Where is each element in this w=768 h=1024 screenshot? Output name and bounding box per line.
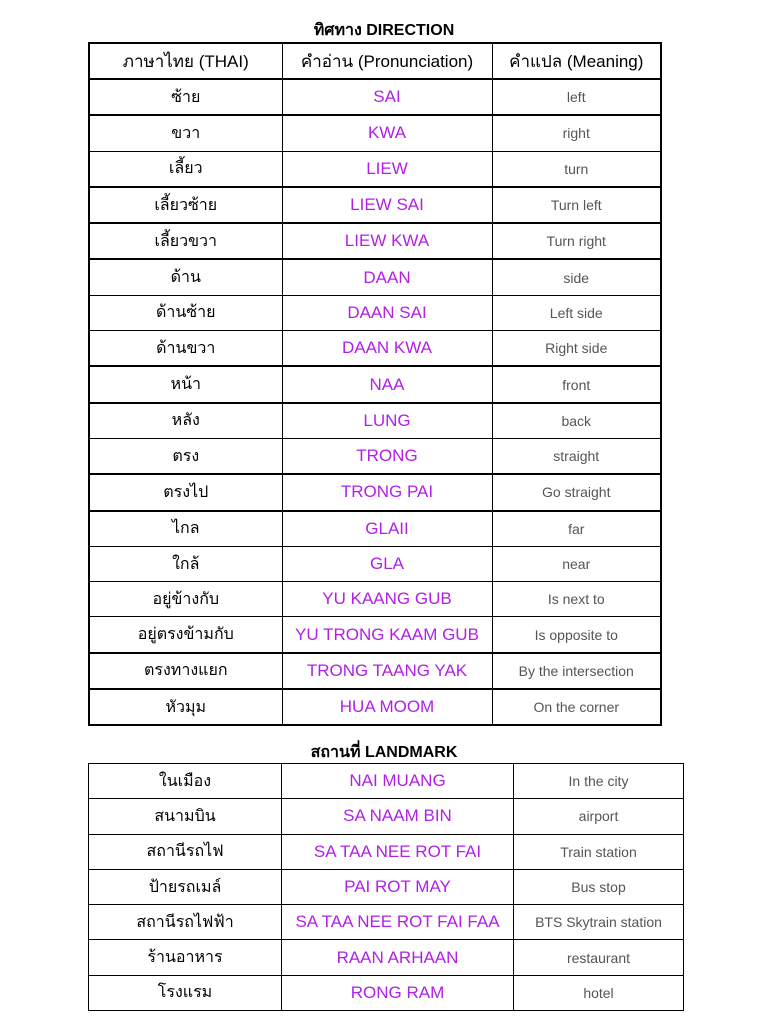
thai-cell: โรงแรม [89, 975, 282, 1010]
table-row [89, 975, 684, 1010]
header-pronunciation: คำอ่าน (Pronunciation) [282, 43, 492, 79]
pronunciation-cell: TRONG [282, 438, 492, 474]
pronunciation-cell: NAI MUANG [282, 764, 514, 799]
thai-cell: ซ้าย [89, 79, 282, 115]
pronunciation-cell: RAAN ARHAAN [282, 940, 514, 975]
meaning-cell: BTS Skytrain station [514, 905, 684, 940]
table-row [89, 403, 661, 439]
thai-cell: ตรงทางแยก [89, 653, 282, 689]
thai-cell: หน้า [89, 366, 282, 402]
direction-table [88, 42, 662, 726]
meaning-cell: Bus stop [514, 869, 684, 904]
pronunciation-cell: YU TRONG KAAM GUB [282, 617, 492, 653]
meaning-cell: hotel [514, 975, 684, 1010]
pronunciation-cell: SA TAA NEE ROT FAI FAA [282, 905, 514, 940]
table-row [89, 259, 661, 295]
meaning-cell: Left side [492, 295, 661, 330]
direction-header-row [89, 43, 661, 79]
thai-cell: เลี้ยว [89, 151, 282, 187]
meaning-cell: Train station [514, 834, 684, 869]
thai-cell: สถานีรถไฟฟ้า [89, 905, 282, 940]
table-row [89, 331, 661, 367]
pronunciation-cell: DAAN SAI [282, 295, 492, 330]
pronunciation-cell: SAI [282, 79, 492, 115]
table-row [89, 366, 661, 402]
table-row [89, 582, 661, 617]
meaning-cell: right [492, 115, 661, 151]
meaning-cell: Turn right [492, 223, 661, 259]
meaning-cell: Go straight [492, 474, 661, 510]
table-row [89, 295, 661, 330]
table-row [89, 689, 661, 725]
table-row [89, 223, 661, 259]
pronunciation-cell: RONG RAM [282, 975, 514, 1010]
thai-cell: หลัง [89, 403, 282, 439]
meaning-cell: Right side [492, 331, 661, 367]
thai-cell: ด้านซ้าย [89, 295, 282, 330]
meaning-cell: front [492, 366, 661, 402]
table-row [89, 905, 684, 940]
table-row [89, 79, 661, 115]
thai-cell: ไกล [89, 511, 282, 547]
thai-cell: ตรงไป [89, 474, 282, 510]
table-row [89, 187, 661, 223]
pronunciation-cell: TRONG PAI [282, 474, 492, 510]
thai-cell: หัวมุม [89, 689, 282, 725]
table-row [89, 869, 684, 904]
thai-cell: เลี้ยวขวา [89, 223, 282, 259]
table-row [89, 511, 661, 547]
thai-cell: ป้ายรถเมล์ [89, 869, 282, 904]
pronunciation-cell: GLA [282, 546, 492, 581]
landmark-body [89, 764, 684, 1011]
meaning-cell: Turn left [492, 187, 661, 223]
thai-cell: ขวา [89, 115, 282, 151]
meaning-cell: restaurant [514, 940, 684, 975]
pronunciation-cell: SA TAA NEE ROT FAI [282, 834, 514, 869]
meaning-cell: On the corner [492, 689, 661, 725]
thai-cell: อยู่ตรงข้ามกับ [89, 617, 282, 653]
thai-cell: สนามบิน [89, 799, 282, 834]
thai-cell: ใกล้ [89, 546, 282, 581]
meaning-cell: back [492, 403, 661, 439]
table-row [89, 115, 661, 151]
meaning-cell: In the city [514, 764, 684, 799]
thai-cell: อยู่ข้างกับ [89, 582, 282, 617]
meaning-cell: left [492, 79, 661, 115]
direction-body [89, 79, 661, 725]
pronunciation-cell: LIEW KWA [282, 223, 492, 259]
pronunciation-cell: LUNG [282, 403, 492, 439]
table-row [89, 151, 661, 187]
table-row [89, 546, 661, 581]
pronunciation-cell: PAI ROT MAY [282, 869, 514, 904]
thai-cell: ในเมือง [89, 764, 282, 799]
meaning-cell: Is next to [492, 582, 661, 617]
meaning-cell: far [492, 511, 661, 547]
table-row [89, 438, 661, 474]
table-row [89, 474, 661, 510]
landmark-table [88, 763, 684, 1011]
meaning-cell: near [492, 546, 661, 581]
table-row [89, 617, 661, 653]
meaning-cell: Is opposite to [492, 617, 661, 653]
table-row [89, 940, 684, 975]
header-meaning: คำแปล (Meaning) [492, 43, 661, 79]
thai-cell: ร้านอาหาร [89, 940, 282, 975]
table-row [89, 799, 684, 834]
thai-cell: ด้าน [89, 259, 282, 295]
thai-cell: ตรง [89, 438, 282, 474]
pronunciation-cell: HUA MOOM [282, 689, 492, 725]
meaning-cell: turn [492, 151, 661, 187]
pronunciation-cell: LIEW [282, 151, 492, 187]
meaning-cell: By the intersection [492, 653, 661, 689]
thai-cell: ด้านขวา [89, 331, 282, 367]
table-row [89, 653, 661, 689]
pronunciation-cell: DAAN [282, 259, 492, 295]
table-row [89, 764, 684, 799]
pronunciation-cell: NAA [282, 366, 492, 402]
pronunciation-cell: TRONG TAANG YAK [282, 653, 492, 689]
pronunciation-cell: KWA [282, 115, 492, 151]
table-row [89, 834, 684, 869]
landmark-title: สถานที่ LANDMARK [310, 744, 458, 761]
pronunciation-cell: SA NAAM BIN [282, 799, 514, 834]
direction-title: ทิศทาง DIRECTION [313, 22, 455, 39]
meaning-cell: straight [492, 438, 661, 474]
pronunciation-cell: DAAN KWA [282, 331, 492, 367]
meaning-cell: side [492, 259, 661, 295]
thai-cell: เลี้ยวซ้าย [89, 187, 282, 223]
header-thai: ภาษาไทย (THAI) [89, 43, 282, 79]
thai-cell: สถานีรถไฟ [89, 834, 282, 869]
pronunciation-cell: LIEW SAI [282, 187, 492, 223]
pronunciation-cell: GLAII [282, 511, 492, 547]
meaning-cell: airport [514, 799, 684, 834]
pronunciation-cell: YU KAANG GUB [282, 582, 492, 617]
